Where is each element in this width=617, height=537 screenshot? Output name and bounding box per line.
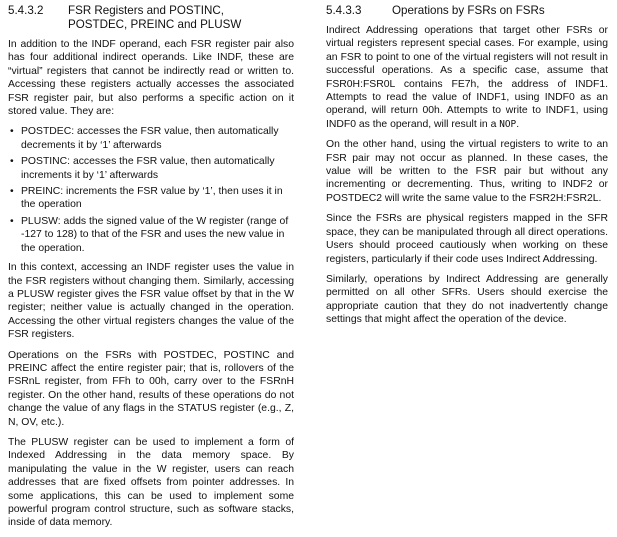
- list-item: [8, 125, 294, 152]
- special-cases-paragraph: [326, 24, 608, 131]
- other-sfrs-paragraph: Similarly, operations by Indirect Addressing are generally permitted on all other SFRs. Users should exercise the appropriate caution that they do not inadvertently change settings that might affect the operation of the device.: [326, 273, 608, 326]
- bullet-glyph: •: [10, 215, 14, 227]
- section-title: Operations by FSRs on FSRs: [392, 4, 545, 17]
- bullet-glyph: •: [10, 156, 14, 168]
- list-item: [8, 215, 294, 255]
- physical-registers-paragraph: Since the FSRs are physical registers mapped in the SFR space, they can be manipulated through all direct operations. Users should proceed cautiously when working on these registers, particularly if their code uses Indirect Addressing.: [326, 213, 608, 265]
- special-cases-text: Indirect Addressing operations that target other FSRs or virtual registers represent special cases. For example, using an FSR to point to one of the virtual registers will not result in successful operations. As a specific case, assume that FSR0H:FSR0L contains FE7h, the address of INDF1. Attempts to read the value of INDF1, using INDF0 as an operand, will return 00h. Attempts to write to INDF1, using INDF0 as the operand, will result in a: [326, 25, 608, 130]
- virtual-register-list: [8, 125, 294, 255]
- list-item: [8, 185, 294, 212]
- list-item-text: POSTINC: accesses the FSR value, then automatically increments it by ‘1’ afterwards: [21, 156, 275, 181]
- section-title-line-1: FSR Registers and POSTINC,: [68, 4, 224, 17]
- section-number: 5.4.3.2: [8, 4, 44, 17]
- right-column: [326, 4, 608, 334]
- section-title-line-2: POSTDEC, PREINC and PLUSW: [68, 18, 242, 31]
- section-number: 5.4.3.3: [326, 4, 362, 17]
- bullet-glyph: •: [10, 126, 14, 138]
- virtual-write-paragraph: On the other hand, using the virtual registers to write to an FSR pair may not occur as planned. In these cases, the value will be written to the FSR pair but without any incrementing or decrementing. Thus, writing to INDF2 or POSTDEC2 will write the same value to the FSR2H:FSR2L.: [326, 139, 608, 204]
- section-title: [68, 4, 294, 32]
- nop-code: NOP: [499, 118, 517, 130]
- register-pair-paragraph: Operations on the FSRs with POSTDEC, POSTINC and PREINC affect the entire register pair; that is, rollovers of the FSRnL register, from FFh to 00h, carry over to the FSRnH register. On the other hand, results of these operations do not change the value of any flags in the STATUS register (e.g., Z, N, OV, etc.).: [8, 349, 294, 428]
- indf-context-paragraph: In this context, accessing an INDF register uses the value in the FSR registers without changing them. Similarly, accessing a PLUSW register gives the FSR value offset by that in the W register; neither value is actually changed in the operation. Accessing the other virtual registers changes the value of the FSR registers.: [8, 262, 294, 341]
- special-cases-end: .: [516, 118, 520, 130]
- intro-paragraph: In addition to the INDF operand, each FSR register pair also has four additional indirect operands. Like INDF, these are “virtual” registers that cannot be indirectly read or written to. Accessing these registers actually accesses the associated FSR register pair, but also performs a specific action on it stored value. They are:: [8, 39, 294, 118]
- plusw-paragraph: The PLUSW register can be used to implement a form of Indexed Addressing in the data memory space. By manipulating the value in the W register, users can reach addresses that are fixed offsets from pointer addresses. In some applications, this can be used to implement some powerful program control structure, such as software stacks, inside of data memory.: [8, 436, 294, 529]
- left-column: [8, 4, 294, 537]
- section-heading-5-4-3-3: [326, 4, 608, 18]
- list-item: [8, 155, 294, 182]
- section-heading-5-4-3-2: [8, 4, 294, 32]
- bullet-glyph: •: [10, 186, 14, 198]
- list-item-text: PLUSW: adds the signed value of the W register (range of -127 to 128) to that of the FSR and uses the new value in the operation.: [21, 215, 289, 254]
- list-item-text: POSTDEC: accesses the FSR value, then automatically decrements it by ‘1’ afterwards: [21, 126, 279, 151]
- list-item-text: PREINC: increments the FSR value by ‘1’, then uses it in the operation: [21, 186, 283, 211]
